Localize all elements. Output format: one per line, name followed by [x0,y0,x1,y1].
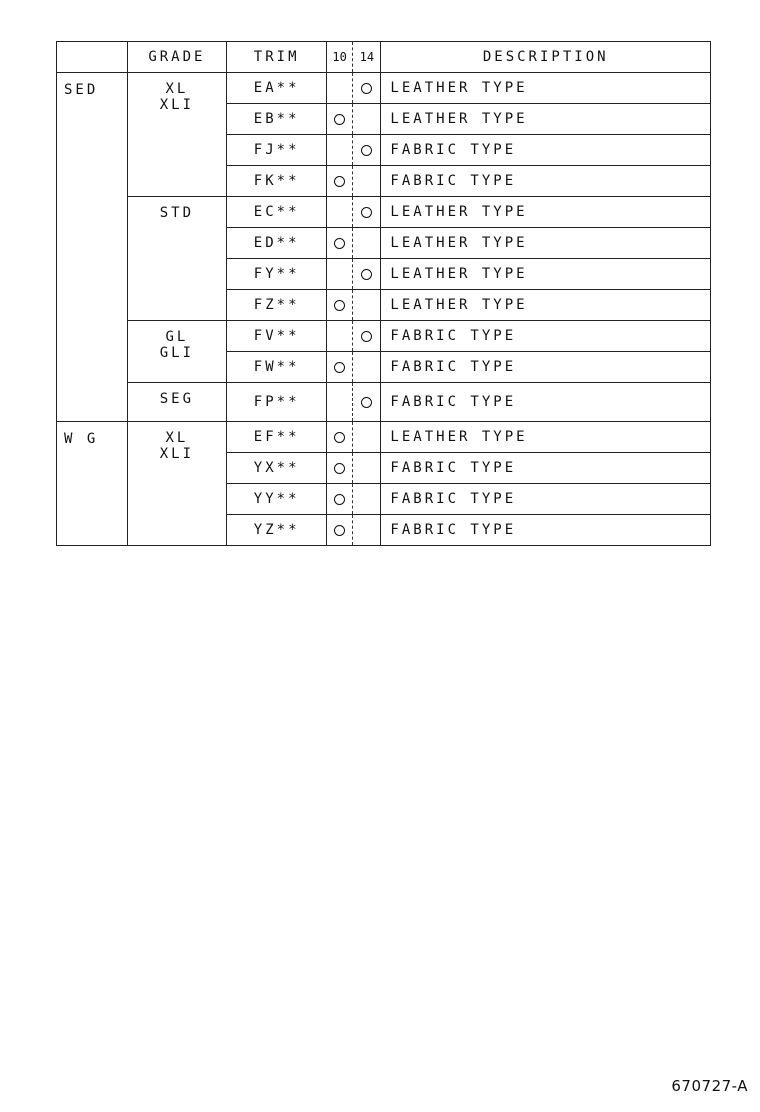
col-10-cell [327,453,353,484]
table-header [57,42,711,73]
grade-cell [127,197,227,321]
circle-mark-icon [361,331,372,342]
grade-cell [127,383,227,422]
grade-label: STD [159,205,195,221]
col-14-cell [353,290,381,321]
table-body [57,73,711,546]
trim-code: FV** [227,321,327,352]
trim-code: YY** [227,484,327,515]
grade-label: SEG [159,391,195,407]
col-14-cell [353,197,381,228]
grade-label: XLI [159,97,195,113]
trim-code: YZ** [227,515,327,546]
table-row [57,73,711,104]
table-row [57,197,711,228]
circle-mark-icon [334,494,345,505]
col-10-cell [327,422,353,453]
col-10-cell [327,228,353,259]
model-cell: W G [57,422,128,546]
col-10-cell [327,321,353,352]
col-10-cell [327,104,353,135]
model-cell: SED [57,73,128,422]
circle-mark-icon [334,238,345,249]
circle-mark-icon [361,207,372,218]
col-10-cell [327,515,353,546]
col-14-cell [353,135,381,166]
circle-mark-icon [334,300,345,311]
header-description: DESCRIPTION [381,42,711,73]
description-cell: FABRIC TYPE [381,383,711,422]
trim-code: FY** [227,259,327,290]
col-10-cell [327,352,353,383]
col-10-cell [327,166,353,197]
grade-label: GL [165,329,189,345]
grade-label: XL [165,81,189,97]
col-14-cell [353,383,381,422]
col-10-cell [327,259,353,290]
circle-mark-icon [334,176,345,187]
grade-cell [127,321,227,383]
col-14-cell [353,228,381,259]
description-cell: FABRIC TYPE [381,484,711,515]
description-cell: LEATHER TYPE [381,422,711,453]
circle-mark-icon [361,145,372,156]
circle-mark-icon [334,114,345,125]
header-model [57,42,128,73]
description-cell: FABRIC TYPE [381,515,711,546]
description-cell: FABRIC TYPE [381,352,711,383]
grade-cell [127,422,227,546]
description-cell: FABRIC TYPE [381,166,711,197]
trim-code: FK** [227,166,327,197]
trim-code: FJ** [227,135,327,166]
header-col-10: 10 [327,42,353,73]
trim-code: ED** [227,228,327,259]
trim-code: EA** [227,73,327,104]
table-row [57,321,711,352]
col-10-cell [327,135,353,166]
circle-mark-icon [334,362,345,373]
col-14-cell [353,166,381,197]
col-14-cell [353,484,381,515]
description-cell: LEATHER TYPE [381,259,711,290]
col-14-cell [353,321,381,352]
col-14-cell [353,104,381,135]
table-row [57,422,711,453]
col-10-cell [327,290,353,321]
circle-mark-icon [361,269,372,280]
col-14-cell [353,453,381,484]
description-cell: FABRIC TYPE [381,135,711,166]
description-cell: LEATHER TYPE [381,197,711,228]
trim-code: EF** [227,422,327,453]
description-cell: LEATHER TYPE [381,104,711,135]
description-cell: FABRIC TYPE [381,453,711,484]
reference-code: 670727-A [671,1077,748,1095]
col-14-cell [353,259,381,290]
col-10-cell [327,383,353,422]
circle-mark-icon [361,397,372,408]
header-grade: GRADE [127,42,227,73]
table-row [57,383,711,422]
trim-code: FW** [227,352,327,383]
col-14-cell [353,515,381,546]
circle-mark-icon [334,525,345,536]
description-cell: FABRIC TYPE [381,321,711,352]
grade-label: XLI [159,446,195,462]
col-10-cell [327,73,353,104]
trim-code: FZ** [227,290,327,321]
col-14-cell [353,352,381,383]
col-10-cell [327,484,353,515]
header-col-14: 14 [353,42,381,73]
trim-table [56,41,711,546]
circle-mark-icon [334,463,345,474]
grade-cell [127,73,227,197]
col-14-cell [353,73,381,104]
description-cell: LEATHER TYPE [381,73,711,104]
circle-mark-icon [361,83,372,94]
grade-label: GLI [159,345,195,361]
circle-mark-icon [334,432,345,443]
header-row [57,42,711,73]
grade-label: XL [165,430,189,446]
trim-code: EB** [227,104,327,135]
description-cell: LEATHER TYPE [381,228,711,259]
trim-code: FP** [227,383,327,422]
header-trim: TRIM [227,42,327,73]
col-14-cell [353,422,381,453]
trim-code: YX** [227,453,327,484]
trim-code: EC** [227,197,327,228]
description-cell: LEATHER TYPE [381,290,711,321]
col-10-cell [327,197,353,228]
